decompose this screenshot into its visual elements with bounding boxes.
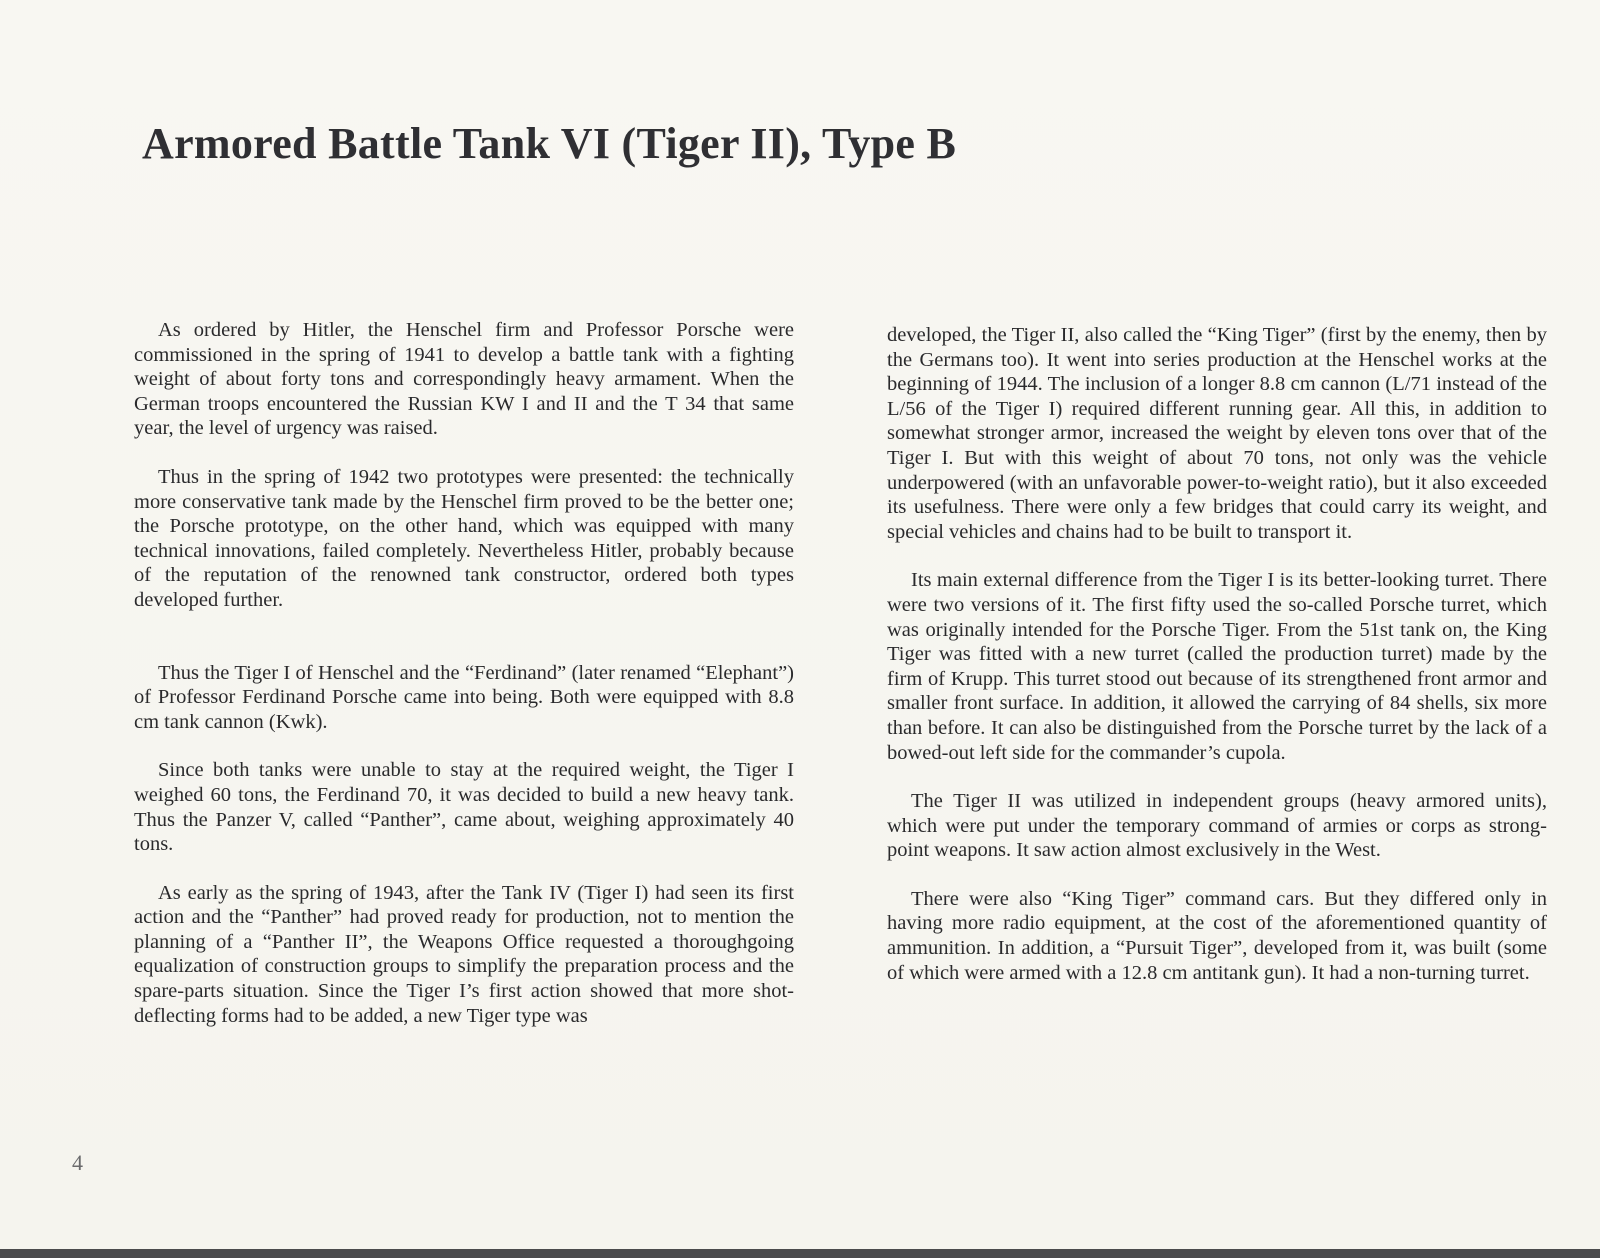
left-text-column [134, 318, 794, 1028]
paragraph: The Tiger II was utilized in independent groups (heavy armored units), which were put under the temporary command of armies or corps as strong-point weapons. It saw action almost exclusively in the West. [887, 790, 1547, 862]
paragraph: As early as the spring of 1943, after the Tank IV (Tiger I) had seen its first action and the “Panther” had proved ready for production, not to mention the planning of a “Panther II”, the Weapons Office requested a thoroughgoing equalization of construction groups to simplify the preparation process and the spare-parts situation. Since the Tiger I’s first action showed that more shot-deflecting forms had to be added, a new Tiger type was [134, 881, 794, 1027]
page-number: 4 [72, 1150, 83, 1175]
paragraph: Its main external difference from the Tiger I is its better-looking turret. There were two versions of it. The first fifty used the so-called Porsche turret, which was originally intended for the Porsche Tiger. From the 51st tank on, the King Tiger was fitted with a new turret (called the production turret) made by the firm of Krupp. This turret stood out because of its strengthened front armor and smaller front surface. In addition, it allowed the carrying of 84 shells, six more than before. It can also be distinguished from the Porsche turret by the lack of a bowed-out left side for the commander’s cupola. [887, 569, 1547, 764]
paragraph: As ordered by Hitler, the Henschel firm and Professor Porsche were commissioned in the spring of 1941 to develop a battle tank with a fighting weight of about forty tons and correspondingly heavy armament. When the German troops encountered the Russian KW I and II and the T 34 that same year, the level of urgency was raised. [134, 319, 794, 440]
paragraph: Since both tanks were unable to stay at the required weight, the Tiger I weighed 60 tons, the Ferdinand 70, it was decided to build a new heavy tank. Thus the Panzer V, called “Panther”, came about, weighing approximately 40 tons. [134, 759, 794, 856]
page-title: Armored Battle Tank VI (Tiger II), Type B [142, 119, 957, 168]
paragraph: There were also “King Tiger” command cars. But they differed only in having more radio equipment, at the cost of the aforementioned quantity of ammunition. In addition, a “Pursuit Tiger”, developed from it, was built (some of which were armed with a 12.8 cm antitank gun). It had a non-turning turret. [887, 887, 1547, 984]
page-bottom-edge [0, 1249, 1600, 1258]
paragraph: Thus in the spring of 1942 two prototypes were presented: the technically more conservative tank made by the Henschel firm proved to be the better one; the Porsche prototype, on the other hand, which was equipped with many technical innovations, failed completely. Nevertheless Hitler, probably because of the reputation of the renowned tank constructor, ordered both types developed further. [134, 465, 794, 611]
paragraph: developed, the Tiger II, also called the “King Tiger” (first by the enemy, then by the Germans too). It went into series production at the Henschel works at the beginning of 1944. The inclusion of a longer 8.8 cm cannon (L/71 instead of the L/56 of the Tiger I) required different running gear. All this, in addition to somewhat stronger armor, increased the weight by eleven tons over that of the Tiger I. But with this weight of about 70 tons, not only was the vehicle underpowered (with an unfavorable power-to-weight ratio), but it also exceeded its usefulness. There were only a few bridges that could carry its weight, and special vehicles and chains had to be built to transport it. [887, 324, 1547, 543]
right-text-column [887, 323, 1547, 985]
paragraph: Thus the Tiger I of Henschel and the “Ferdinand” (later renamed “Elephant”) of Professor Ferdinand Porsche came into being. Both were equipped with 8.8 cm tank cannon (Kwk). [134, 661, 794, 733]
